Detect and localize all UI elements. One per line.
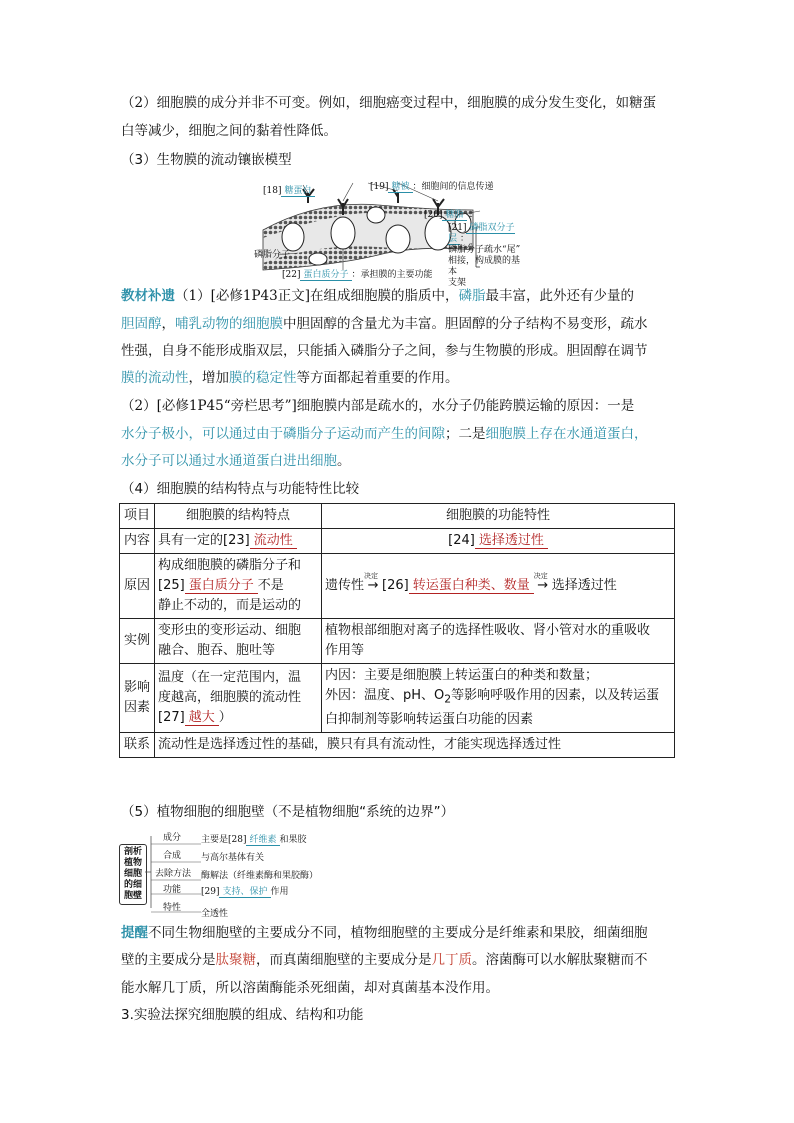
wall-value-3: 酶解法（纤维素酶和果胶酶） [201, 871, 319, 881]
label-lipid: 磷脂分子 [254, 250, 291, 260]
wall-key-1: 成分 [163, 833, 182, 843]
supp-line1: 教材补遗（1）[必修1P43正文]在组成细胞膜的脂质中，磷脂最丰富，此外还有少量的 [121, 288, 634, 304]
row-label-content: 内容 [120, 529, 155, 554]
para-2-line2: 白等减少，细胞之间的黏着性降低。 [121, 123, 337, 139]
cell-reason-structure: 构成细胞膜的磷脂分子和 [25] 蛋白质分子 不是 静止不动的，而是运动的 [155, 554, 322, 619]
cell-example-structure: 变形虫的变形运动、细胞 融合、胞吞、胞吐等 [155, 619, 322, 664]
wall-value-1: 主要是[28] 纤维素 和果胶 [201, 835, 307, 845]
cell-factors-function: 内因：主要是细胞膜上转运蛋白的种类和数量； 外因：温度、pH、$O_2$等影响呼吸作用的因素，以及转运蛋 白抑制剂等影响转运蛋白功能的因素 [322, 664, 675, 733]
table-header-function: 细胞膜的功能特性 [322, 504, 675, 529]
para-5-title: （5）植物细胞的细胞壁（不是植物细胞“系统的边界”） [121, 804, 455, 820]
table-row [120, 664, 675, 733]
remind-line2: 壁的主要成分是肽聚糖，而真菌细胞壁的主要成分是几丁质。溶菌酶可以水解肽聚糖而不 [121, 952, 648, 968]
label-19: [19] 糖被 ：细胞间的信息传递 [370, 182, 494, 192]
table-header-structure: 细胞膜的结构特点 [155, 504, 322, 529]
cell-wall-diagram [119, 826, 419, 918]
label-20: [20] 糖脂 [424, 207, 467, 220]
wall-key-5: 特性 [163, 903, 182, 913]
wall-key-4: 功能 [163, 885, 182, 895]
cell-wall-box: 剖析 植物 细胞 的细 胞壁 [119, 844, 147, 905]
para-2-line1: （2）细胞膜的成分并非不可变。例如，细胞癌变过程中，细胞膜的成分发生变化，如糖蛋 [121, 95, 657, 111]
supp-line2: 胆固醇，哺乳动物的细胞膜中胆固醇的含量尤为丰富。胆固醇的分子结构不易变形，疏水 [121, 316, 648, 332]
cell-example-function: 植物根部细胞对离子的选择性吸收、肾小管对水的重吸收 作用等 [322, 619, 675, 664]
supp-line6: 水分子极小，可以通过由于磷脂分子运动而产生的间隙；二是细胞膜上存在水通道蛋白， [121, 426, 648, 442]
table-row [120, 619, 675, 664]
section-3-title: 3.实验法探究细胞膜的组成、结构和功能 [121, 1007, 364, 1023]
para-3-title: （3）生物膜的流动镶嵌模型 [121, 152, 292, 168]
label-18: [18] 糖蛋白 [263, 183, 315, 196]
cell-factors-structure: 温度（在一定范围内，温 度越高，细胞膜的流动性 [27] 越大 ） [155, 664, 322, 733]
table-row [120, 504, 675, 529]
supp-line4: 膜的流动性，增加膜的稳定性等方面都起着重要的作用。 [121, 370, 459, 386]
label-21: [21] 磷脂双分子层 ： 磷脂分子疏水“尾” 相接，构成膜的基本 支架 [448, 223, 521, 288]
label-22: [22] 蛋白质分子 ：承担膜的主要功能 [282, 270, 433, 280]
comparison-table [119, 503, 675, 758]
wall-value-5: 全透性 [201, 909, 229, 919]
row-label-reason: 原因 [120, 554, 155, 619]
wall-key-3: 去除方法 [155, 869, 192, 879]
row-label-factors: 影响 因素 [120, 664, 155, 733]
table-row [120, 554, 675, 619]
table-row [120, 529, 675, 554]
cell-relation: 流动性是选择透过性的基础，膜只有具有流动性，才能实现选择透过性 [155, 732, 675, 757]
supp-line7: 水分子可以通过水通道蛋白进出细胞。 [121, 453, 351, 469]
table-header-item: 项目 [120, 504, 155, 529]
row-label-example: 实例 [120, 619, 155, 664]
table-row [120, 732, 675, 757]
remind-line1: 提醒不同生物细胞壁的主要成分不同，植物细胞壁的主要成分是纤维素和果胶，细菌细胞 [121, 925, 648, 941]
supp-line3: 性强，自身不能形成脂双层，只能插入磷脂分子之间，参与生物膜的形成。胆固醇在调节 [121, 343, 648, 359]
wall-key-2: 合成 [163, 851, 182, 861]
supp-line5: （2）[必修1P45“旁栏思考”]细胞膜内部是疏水的，水分子仍能跨膜运输的原因：一是 [121, 398, 635, 414]
remind-line3: 能水解几丁质，所以溶菌酶能杀死细菌，却对真菌基本没作用。 [121, 980, 499, 996]
wall-value-4: [29] 支持、保护 作用 [201, 887, 289, 897]
membrane-diagram [254, 175, 528, 288]
cell-content-structure: 具有一定的[23] 流动性 [155, 529, 322, 554]
wall-value-2: 与高尔基体有关 [201, 853, 265, 863]
para-4-title: （4）细胞膜的结构特点与功能特性比较 [121, 481, 360, 497]
cell-content-function: [24] 选择透过性 [322, 529, 675, 554]
cell-reason-function: 遗传性 决定 → [26] 转运蛋白种类、数量 决定 → 选择透过性 [322, 554, 675, 619]
row-label-relation: 联系 [120, 732, 155, 757]
